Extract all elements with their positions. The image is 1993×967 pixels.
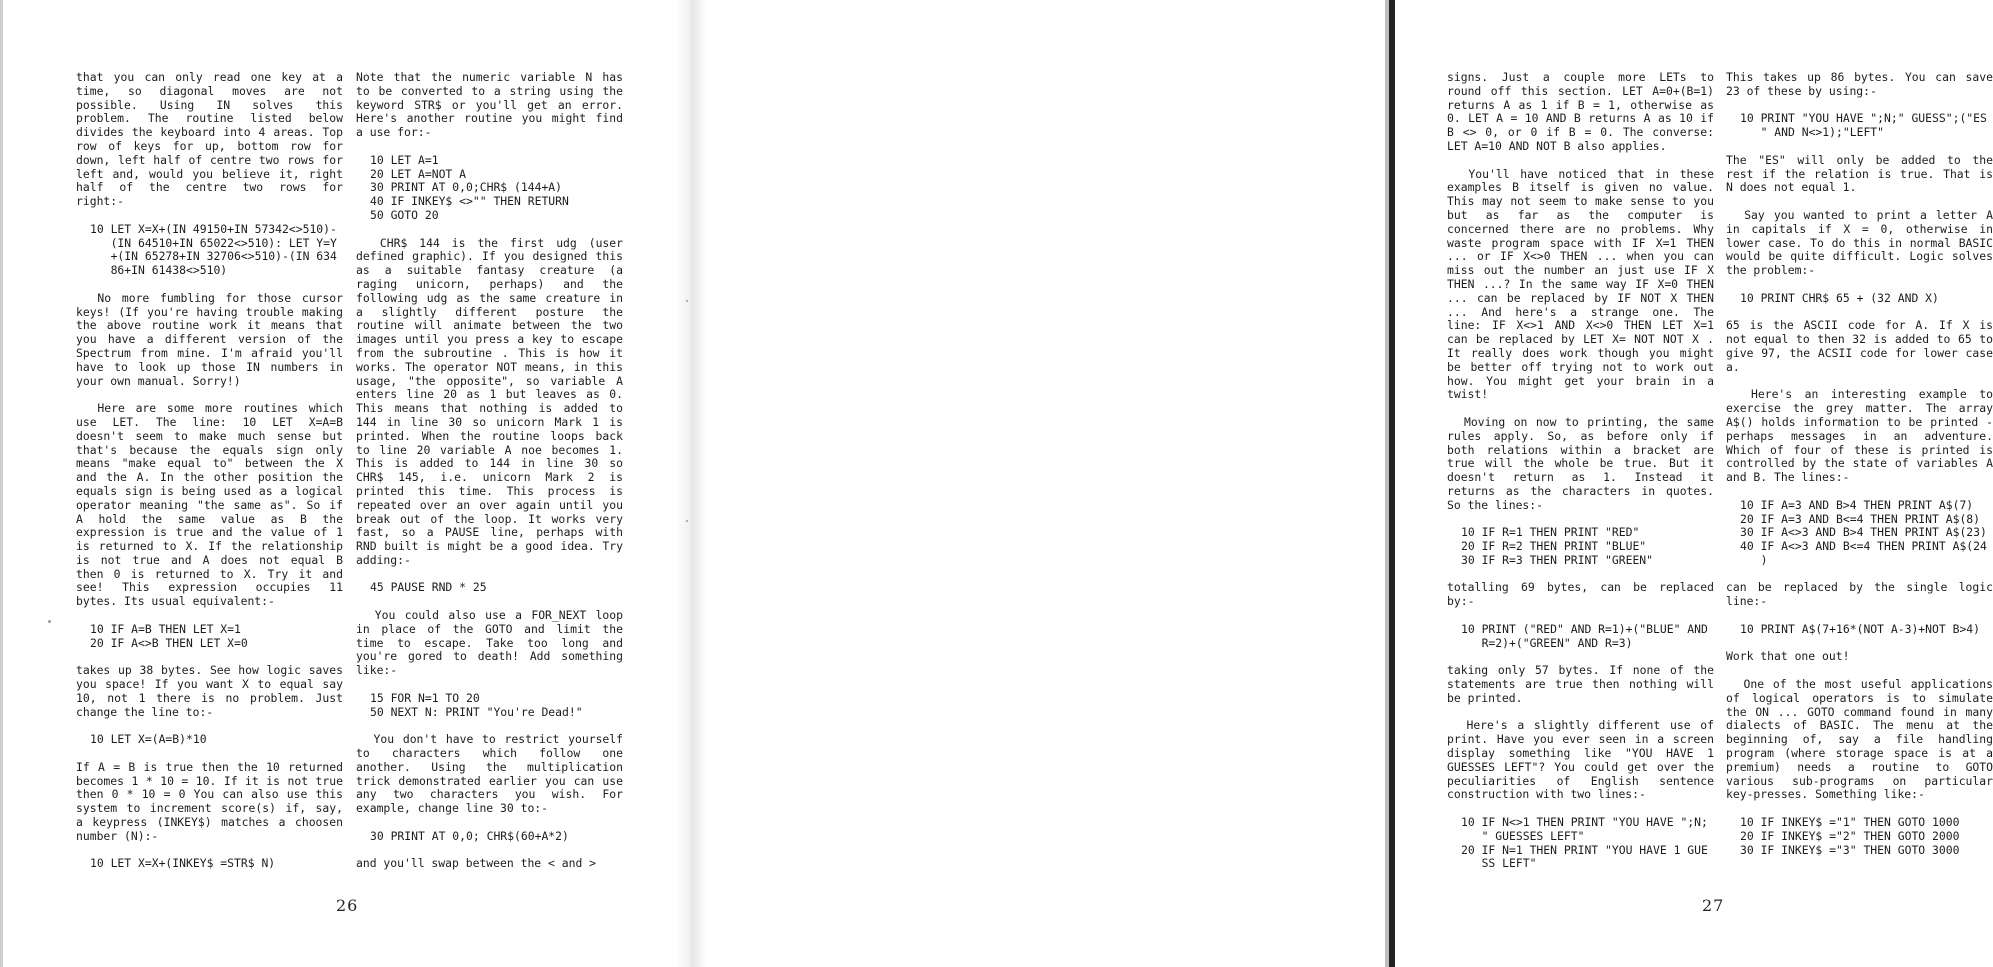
paragraph: Here's an interesting example to exercise the grey matter. The array A$() holds information to be printed - perhaps messages in an adventure. Which of four of these is printed is controlled by the state of variables A and B. The lines:- [1726, 387, 1993, 485]
code-listing: 10 PRINT A$(7+16*(NOT A-3)+NOT B>4) [1740, 621, 1981, 636]
scan-edge-right [1389, 0, 1395, 967]
paragraph: CHR$ 144 is the first udg (user defined graphic). If you designed this as a suitable fantasy creature (a raging unicorn, perhaps) and the following udg as the same creature in a slightly different posture the routine will animate between the two images until you press a key to escape from the subroutine . This is how it works. The operator NOT means, in this usage, "the opposite", so variable A enters line 20 as 1 but leaves as 0. This means that nothing is added to 144 in line 30 so unicorn Mark 1 is printed. When the routine loops back to line 20 variable A noe becomes 1. This is added to 144 in line 30 so CHR$ 145, i.e. unicorn Mark 2 is printed this time. This process is repeated over an over again until you break out of the loop. It works very fast, so a PAUSE line, perhaps with RND built is might be a good idea. Try adding:- [356, 235, 630, 567]
paragraph: The "ES" will only be added to the rest if the relation is true. That is N does not equal 1. [1726, 152, 1993, 195]
code-listing: 15 FOR N=1 TO 20 50 NEXT N: PRINT "You're Dead!" [370, 690, 583, 719]
paragraph: You'll have noticed that in these examples B itself is given no value. This may not seem to make sense to you but as far as the computer is concerned there are no problems. Why waste program space with IF X=1 THEN ... or IF X<>0 THEN ... when you can miss out the number an just use IF X THEN ...? In the same way IF X=0 THEN ... can be replaced by IF NOT X THEN ... And here's a strange one. The line: IF X<>1 AND X<>0 THEN LET X=1 can be replaced by LET X= NOT NOT X . It really does work though you might be better off trying not to work out how. You might get your brain in a twist! [1447, 166, 1721, 402]
scan-speck [48, 620, 51, 623]
scan-speck [686, 300, 688, 302]
paragraph: You don't have to restrict yourself to characters which follow one another. Using the multiplication trick demonstrated earlier you can use any two characters you wish. For example, change line 30 to:- [356, 732, 630, 816]
paragraph: Here's a slightly different use of print. Have you ever seen in a screen display something like "YOU HAVE 1 GUESSES LEFT"? You could get over the peculiarities of English sentence construction with two lines:- [1447, 718, 1721, 802]
page-right [690, 0, 1993, 967]
code-listing: 10 IF INKEY$ ="1" THEN GOTO 1000 20 IF INKEY$ ="2" THEN GOTO 2000 30 IF INKEY$ ="3" THEN GOTO 3000 [1740, 815, 1960, 857]
code-listing: 10 PRINT ("RED" AND R=1)+("BLUE" AND R=2)+("GREEN" AND R=3) [1461, 621, 1708, 650]
code-listing: 10 PRINT CHR$ 65 + (32 AND X) [1740, 290, 1939, 305]
paragraph: This takes up 86 bytes. You can save 23 of these by using:- [1726, 70, 1993, 98]
page-left [0, 0, 690, 967]
paragraph: Work that one out! [1726, 649, 1850, 664]
page-number-left: 26 [336, 896, 359, 915]
paragraph: and you'll swap between the < and > [356, 856, 597, 871]
paragraph: signs. Just a couple more LETs to round off this section. LET A=0+(B=1) returns A as 1 if B = 1, otherwise as 0. LET A = 10 AND B returns A as 10 if B <> 0, or 0 if B = 0. The converse: LET A=10 AND NOT B also applies. [1447, 70, 1721, 153]
paragraph: can be replaced by the single logic line:- [1726, 580, 1993, 609]
paragraph: totalling 69 bytes, can be replaced by:- [1447, 580, 1721, 609]
paragraph: Note that the numeric variable N has to be converted to a string using the keyword STR$ or you'll get an error. Here's another routine you might find a use for:- [356, 70, 630, 140]
paragraph: Say you wanted to print a letter A in capitals if X = 0, otherwise in lower case. To do this in normal BASIC would be quite difficult. Logic solves the problem:- [1726, 207, 1993, 278]
code-listing: 10 LET X=X+(INKEY$ =STR$ N) [90, 856, 276, 871]
paragraph: Moving on now to printing, the same rules apply. So, as before only if both relations within a bracket are true will the whole be true. But it doesn't return as 1. Instead it returns as the characters in quotes. So the lines:- [1447, 414, 1721, 512]
paragraph: that you can only read one key at a time, so diagonal moves are not possible. Using IN solves this problem. The routine listed below divides the keyboard into 4 areas. Top row of keys for up, bottom row for down, left half of centre two rows for left and, would you believe it, right half of the centre two rows for right:- [76, 70, 350, 209]
code-listing: 10 LET X=(A=B)*10 [90, 732, 207, 747]
column-2 [356, 70, 630, 881]
code-listing: 10 IF A=B THEN LET X=1 20 IF A<>B THEN LET X=0 [90, 621, 248, 650]
code-listing: 10 IF N<>1 THEN PRINT "YOU HAVE ";N; " GUESSES LEFT" 20 IF N=1 THEN PRINT "YOU HAVE 1 GUE SS LEFT" [1461, 815, 1708, 871]
column-3 [1447, 70, 1721, 881]
code-listing: 10 IF A=3 AND B>4 THEN PRINT A$(7) 20 IF A=3 AND B<=4 THEN PRINT A$(8) 30 IF A<>3 AND B>4 THEN PRINT A$(23) 40 IF A<>3 AND B<=4 THEN PRINT A$(24 ) [1740, 497, 1987, 567]
code-listing: 10 IF R=1 THEN PRINT "RED" 20 IF R=2 THEN PRINT "BLUE" 30 IF R=3 THEN PRINT "GREEN" [1461, 525, 1654, 567]
column-4 [1726, 71, 1993, 881]
code-listing: 10 PRINT "YOU HAVE ";N;" GUESS";("ES " AND N<>1);"LEFT" [1740, 111, 1987, 140]
paragraph: No more fumbling for those cursor keys! (If you're having trouble making the above routine work it means that you have a different version of the Spectrum from mine. I'm afraid you'll have to look up those IN numbers in your own manual. Sorry!) [76, 290, 350, 388]
paragraph: You could also use a FOR_NEXT loop in place of the GOTO and limit the time to escape. Take too long and you're gored to death! Add something like:- [356, 608, 630, 678]
paragraph: takes up 38 bytes. See how logic saves you space! If you want X to equal say 10, not 1 there is no problem. Just change the line to:- [76, 663, 350, 719]
paragraph: If A = B is true then the 10 returned becomes 1 * 10 = 10. If it is not true then 0 * 10 = 0 You can also use this system to increment score(s) if, say, a keypress (INKEY$) matches a choosen number (N):- [76, 759, 350, 843]
paragraph: Here are some more routines which use LET. The line: 10 LET X=A=B doesn't seem to make much sense but that's because the equals sign only means "make equal to" between the X and the A. In the other position the equals sign is being used as a logical operator meaning "the same as". So if A hold the same value as B the expression is true and the value of 1 is returned to X. If the relationship is not true and A does not equal B then 0 is returned to X. Try it and see! This expression occupies 11 bytes. Its usual equivalent:- [76, 401, 350, 609]
paragraph: 65 is the ASCII code for A. If X is not equal to then 32 is added to 65 to give 97, the ACSII code for lower case a. [1726, 318, 1993, 374]
scan-speck [686, 520, 688, 522]
code-listing: 30 PRINT AT 0,0; CHR$(60+A*2) [370, 828, 569, 843]
code-listing: 10 LET A=1 20 LET A=NOT A 30 PRINT AT 0,0;CHR$ (144+A) 40 IF INKEY$ <>"" THEN RETURN 50 GOTO 20 [370, 152, 569, 222]
code-listing: 10 LET X=X+(IN 49150+IN 57342<>510)- (IN 64510+IN 65022<>510): LET Y=Y +(IN 65278+IN 32706<>510)-(IN 634 86+IN 61438<>510) [90, 221, 337, 278]
column-1 [76, 70, 350, 881]
paragraph: One of the most useful applications of logical operators is to simulate the ON ... GOTO command found in many dialects of BASIC. The menu at the beginning of, say a file handling program (where storage space is at a premium) needs a routine to GOTO various sub-programs on particular key-presses. Something like:- [1726, 677, 1993, 802]
code-listing: 45 PAUSE RND * 25 [370, 580, 487, 595]
page-number-right: 27 [1702, 896, 1725, 915]
paragraph: taking only 57 bytes. If none of the statements are true then nothing will be printed. [1447, 663, 1721, 705]
